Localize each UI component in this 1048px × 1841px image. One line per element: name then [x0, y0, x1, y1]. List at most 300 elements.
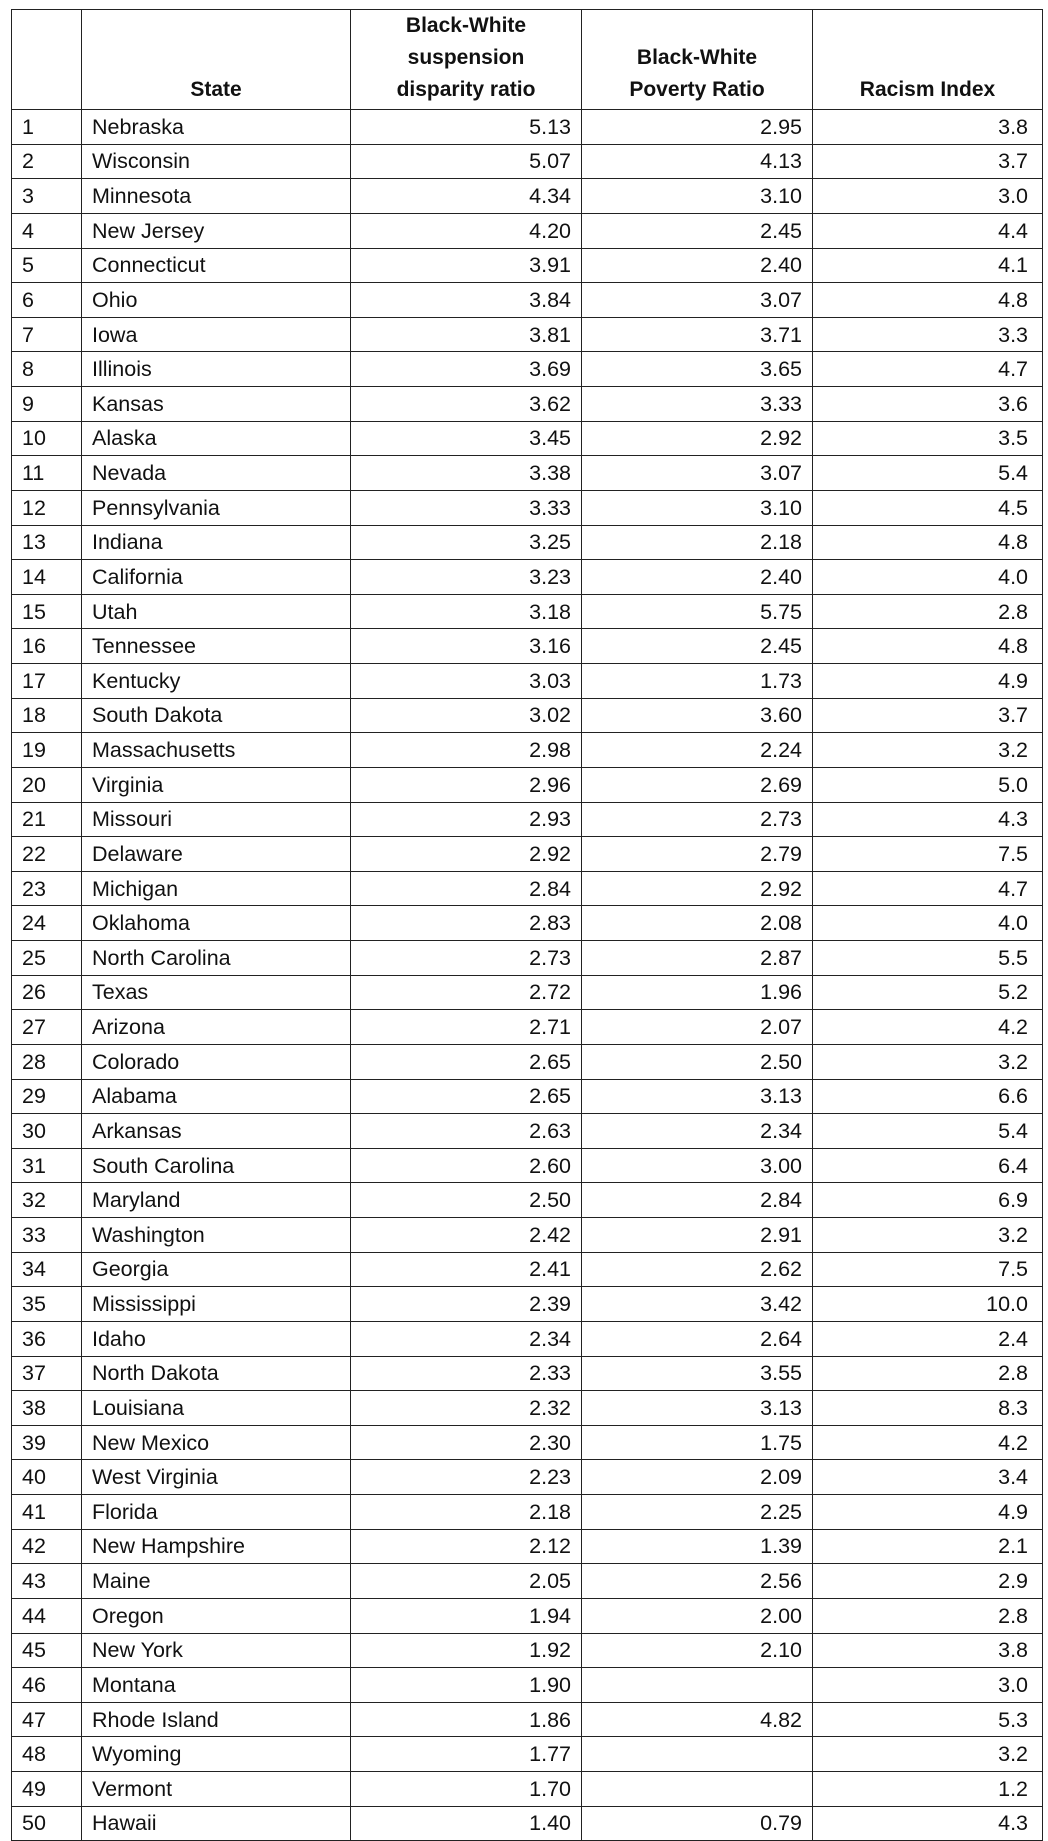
state-cell: North Carolina — [82, 941, 351, 976]
state-cell: Delaware — [82, 837, 351, 872]
racism-index-cell: 4.0 — [813, 560, 1043, 595]
table-row — [12, 1806, 1043, 1841]
state-cell: Georgia — [82, 1252, 351, 1287]
state-cell: Florida — [82, 1495, 351, 1530]
rank-cell: 35 — [12, 1287, 82, 1322]
state-cell: Virginia — [82, 767, 351, 802]
state-cell: Minnesota — [82, 179, 351, 214]
racism-index-cell: 8.3 — [813, 1391, 1043, 1426]
table-row — [12, 1460, 1043, 1495]
poverty-ratio-cell: 4.82 — [582, 1702, 813, 1737]
state-cell: Maine — [82, 1564, 351, 1599]
racism-index-cell: 4.1 — [813, 248, 1043, 283]
table-row — [12, 560, 1043, 595]
poverty-ratio-cell: 1.96 — [582, 975, 813, 1010]
racism-index-cell: 6.9 — [813, 1183, 1043, 1218]
poverty-ratio-cell: 2.24 — [582, 733, 813, 768]
poverty-ratio-cell: 3.65 — [582, 352, 813, 387]
poverty-ratio-cell: 1.75 — [582, 1425, 813, 1460]
rank-cell: 41 — [12, 1495, 82, 1530]
state-cell: Arkansas — [82, 1114, 351, 1149]
racism-index-cell: 3.2 — [813, 1737, 1043, 1772]
racism-index-cell: 1.2 — [813, 1772, 1043, 1807]
table-row — [12, 594, 1043, 629]
poverty-ratio-cell: 3.07 — [582, 456, 813, 491]
poverty-ratio-cell: 2.10 — [582, 1633, 813, 1668]
header-row — [12, 10, 1043, 110]
suspension-ratio-cell: 2.72 — [351, 975, 582, 1010]
rank-cell: 9 — [12, 387, 82, 422]
suspension-ratio-cell: 2.05 — [351, 1564, 582, 1599]
table-row — [12, 456, 1043, 491]
racism-index-cell: 2.4 — [813, 1321, 1043, 1356]
table-body — [12, 110, 1043, 1841]
state-cell: Rhode Island — [82, 1702, 351, 1737]
suspension-ratio-cell: 2.83 — [351, 906, 582, 941]
rank-cell: 34 — [12, 1252, 82, 1287]
racism-index-cell: 4.2 — [813, 1010, 1043, 1045]
table-row — [12, 1356, 1043, 1391]
suspension-ratio-cell: 1.40 — [351, 1806, 582, 1841]
suspension-ratio-cell: 2.32 — [351, 1391, 582, 1426]
table-row — [12, 629, 1043, 664]
table-row — [12, 1564, 1043, 1599]
table-row — [12, 1529, 1043, 1564]
poverty-ratio-cell: 1.73 — [582, 664, 813, 699]
rank-cell: 33 — [12, 1218, 82, 1253]
rank-cell: 37 — [12, 1356, 82, 1391]
table-row — [12, 1010, 1043, 1045]
suspension-ratio-cell: 2.23 — [351, 1460, 582, 1495]
rank-cell: 19 — [12, 733, 82, 768]
state-cell: Colorado — [82, 1044, 351, 1079]
racism-index-cell: 2.8 — [813, 1598, 1043, 1633]
suspension-ratio-cell: 2.65 — [351, 1044, 582, 1079]
table-row — [12, 1114, 1043, 1149]
racism-index-cell: 3.7 — [813, 698, 1043, 733]
state-cell: Louisiana — [82, 1391, 351, 1426]
rank-cell: 43 — [12, 1564, 82, 1599]
state-cell: Mississippi — [82, 1287, 351, 1322]
rank-cell: 21 — [12, 802, 82, 837]
suspension-ratio-cell: 3.84 — [351, 283, 582, 318]
table-row — [12, 1148, 1043, 1183]
state-cell: Oregon — [82, 1598, 351, 1633]
racism-index-cell: 3.8 — [813, 1633, 1043, 1668]
suspension-ratio-cell: 3.62 — [351, 387, 582, 422]
rank-cell: 12 — [12, 490, 82, 525]
poverty-ratio-cell: 3.10 — [582, 490, 813, 525]
rank-cell: 1 — [12, 110, 82, 145]
header-suspension-ratio: Black-White suspension disparity ratio — [351, 10, 582, 110]
state-cell: Texas — [82, 975, 351, 1010]
poverty-ratio-cell: 3.55 — [582, 1356, 813, 1391]
poverty-ratio-cell: 2.56 — [582, 1564, 813, 1599]
suspension-ratio-cell: 3.25 — [351, 525, 582, 560]
poverty-ratio-cell: 3.71 — [582, 317, 813, 352]
rank-cell: 36 — [12, 1321, 82, 1356]
racism-index-cell: 4.9 — [813, 1495, 1043, 1530]
rank-cell: 30 — [12, 1114, 82, 1149]
table-row — [12, 248, 1043, 283]
poverty-ratio-cell: 2.25 — [582, 1495, 813, 1530]
state-cell: Kansas — [82, 387, 351, 422]
suspension-ratio-cell: 1.86 — [351, 1702, 582, 1737]
racism-index-cell: 4.7 — [813, 871, 1043, 906]
header-state: State — [82, 10, 351, 110]
poverty-ratio-cell: 2.50 — [582, 1044, 813, 1079]
racism-index-cell: 4.3 — [813, 1806, 1043, 1841]
suspension-ratio-cell: 1.90 — [351, 1668, 582, 1703]
table-row — [12, 421, 1043, 456]
state-cell: North Dakota — [82, 1356, 351, 1391]
table-row — [12, 1183, 1043, 1218]
suspension-ratio-cell: 2.42 — [351, 1218, 582, 1253]
racism-index-cell: 2.1 — [813, 1529, 1043, 1564]
state-cell: Washington — [82, 1218, 351, 1253]
racism-index-cell: 3.2 — [813, 1044, 1043, 1079]
rank-cell: 18 — [12, 698, 82, 733]
suspension-ratio-cell: 3.69 — [351, 352, 582, 387]
rank-cell: 24 — [12, 906, 82, 941]
table-row — [12, 698, 1043, 733]
state-cell: South Carolina — [82, 1148, 351, 1183]
state-cell: Maryland — [82, 1183, 351, 1218]
poverty-ratio-cell: 3.13 — [582, 1391, 813, 1426]
racism-index-cell: 5.5 — [813, 941, 1043, 976]
racism-index-cell: 3.0 — [813, 179, 1043, 214]
rank-cell: 15 — [12, 594, 82, 629]
table-row — [12, 1633, 1043, 1668]
suspension-ratio-cell: 1.92 — [351, 1633, 582, 1668]
rank-cell: 27 — [12, 1010, 82, 1045]
rank-cell: 10 — [12, 421, 82, 456]
poverty-ratio-cell: 2.08 — [582, 906, 813, 941]
table-row — [12, 1321, 1043, 1356]
suspension-ratio-cell: 2.65 — [351, 1079, 582, 1114]
poverty-ratio-cell: 2.18 — [582, 525, 813, 560]
state-cell: New York — [82, 1633, 351, 1668]
state-cell: Arizona — [82, 1010, 351, 1045]
poverty-ratio-cell: 2.34 — [582, 1114, 813, 1149]
suspension-ratio-cell: 3.38 — [351, 456, 582, 491]
rank-cell: 45 — [12, 1633, 82, 1668]
racism-index-cell: 4.8 — [813, 283, 1043, 318]
racism-index-cell: 2.8 — [813, 594, 1043, 629]
suspension-ratio-cell: 2.92 — [351, 837, 582, 872]
rank-cell: 44 — [12, 1598, 82, 1633]
state-cell: Alabama — [82, 1079, 351, 1114]
racism-index-cell: 4.8 — [813, 629, 1043, 664]
suspension-ratio-cell: 2.96 — [351, 767, 582, 802]
poverty-ratio-cell: 3.10 — [582, 179, 813, 214]
suspension-ratio-cell: 3.03 — [351, 664, 582, 699]
state-cell: Montana — [82, 1668, 351, 1703]
racism-index-cell: 3.6 — [813, 387, 1043, 422]
rank-cell: 42 — [12, 1529, 82, 1564]
table-row — [12, 1425, 1043, 1460]
table-row — [12, 525, 1043, 560]
table-row — [12, 387, 1043, 422]
suspension-ratio-cell: 2.30 — [351, 1425, 582, 1460]
table-row — [12, 110, 1043, 145]
table-row — [12, 179, 1043, 214]
suspension-ratio-cell: 2.98 — [351, 733, 582, 768]
state-cell: Connecticut — [82, 248, 351, 283]
rank-cell: 17 — [12, 664, 82, 699]
poverty-ratio-cell: 2.92 — [582, 871, 813, 906]
header-poverty-ratio: Black-White Poverty Ratio — [582, 10, 813, 110]
suspension-ratio-cell: 3.91 — [351, 248, 582, 283]
table-row — [12, 144, 1043, 179]
table-row — [12, 837, 1043, 872]
poverty-ratio-cell: 2.95 — [582, 110, 813, 145]
poverty-ratio-cell: 1.39 — [582, 1529, 813, 1564]
state-cell: Idaho — [82, 1321, 351, 1356]
table-row — [12, 975, 1043, 1010]
suspension-ratio-cell: 3.45 — [351, 421, 582, 456]
state-cell: Ohio — [82, 283, 351, 318]
racism-index-cell: 7.5 — [813, 1252, 1043, 1287]
racism-index-cell: 3.0 — [813, 1668, 1043, 1703]
poverty-ratio-cell: 3.07 — [582, 283, 813, 318]
table-row — [12, 1391, 1043, 1426]
poverty-ratio-cell — [582, 1668, 813, 1703]
table-row — [12, 1252, 1043, 1287]
state-ratios-table — [11, 9, 1043, 1841]
header-rank — [12, 10, 82, 110]
rank-cell: 47 — [12, 1702, 82, 1737]
poverty-ratio-cell: 2.64 — [582, 1321, 813, 1356]
state-cell: Indiana — [82, 525, 351, 560]
table-row — [12, 1702, 1043, 1737]
suspension-ratio-cell: 5.13 — [351, 110, 582, 145]
state-cell: Alaska — [82, 421, 351, 456]
racism-index-cell: 4.7 — [813, 352, 1043, 387]
racism-index-cell: 4.3 — [813, 802, 1043, 837]
rank-cell: 14 — [12, 560, 82, 595]
rank-cell: 8 — [12, 352, 82, 387]
racism-index-cell: 3.7 — [813, 144, 1043, 179]
state-cell: California — [82, 560, 351, 595]
poverty-ratio-cell: 2.00 — [582, 1598, 813, 1633]
state-cell: Nebraska — [82, 110, 351, 145]
table-row — [12, 1598, 1043, 1633]
racism-index-cell: 3.2 — [813, 1218, 1043, 1253]
poverty-ratio-cell — [582, 1737, 813, 1772]
racism-index-cell: 5.2 — [813, 975, 1043, 1010]
suspension-ratio-cell: 2.63 — [351, 1114, 582, 1149]
suspension-ratio-cell: 2.18 — [351, 1495, 582, 1530]
suspension-ratio-cell: 3.02 — [351, 698, 582, 733]
poverty-ratio-cell: 2.79 — [582, 837, 813, 872]
suspension-ratio-cell: 1.77 — [351, 1737, 582, 1772]
state-cell: Wyoming — [82, 1737, 351, 1772]
table-row — [12, 352, 1043, 387]
table-row — [12, 1218, 1043, 1253]
table-row — [12, 213, 1043, 248]
poverty-ratio-cell — [582, 1772, 813, 1807]
suspension-ratio-cell: 4.20 — [351, 213, 582, 248]
racism-index-cell: 4.2 — [813, 1425, 1043, 1460]
suspension-ratio-cell: 2.71 — [351, 1010, 582, 1045]
rank-cell: 16 — [12, 629, 82, 664]
table-row — [12, 283, 1043, 318]
state-cell: Wisconsin — [82, 144, 351, 179]
rank-cell: 39 — [12, 1425, 82, 1460]
suspension-ratio-cell: 1.94 — [351, 1598, 582, 1633]
table-row — [12, 1737, 1043, 1772]
state-cell: Hawaii — [82, 1806, 351, 1841]
state-cell: Tennessee — [82, 629, 351, 664]
suspension-ratio-cell: 3.33 — [351, 490, 582, 525]
table-row — [12, 1044, 1043, 1079]
rank-cell: 26 — [12, 975, 82, 1010]
suspension-ratio-cell: 2.39 — [351, 1287, 582, 1322]
poverty-ratio-cell: 3.33 — [582, 387, 813, 422]
poverty-ratio-cell: 2.84 — [582, 1183, 813, 1218]
racism-index-cell: 3.2 — [813, 733, 1043, 768]
poverty-ratio-cell: 2.92 — [582, 421, 813, 456]
poverty-ratio-cell: 2.40 — [582, 560, 813, 595]
poverty-ratio-cell: 2.91 — [582, 1218, 813, 1253]
racism-index-cell: 2.9 — [813, 1564, 1043, 1599]
poverty-ratio-cell: 2.62 — [582, 1252, 813, 1287]
table-row — [12, 733, 1043, 768]
poverty-ratio-cell: 2.40 — [582, 248, 813, 283]
suspension-ratio-cell: 2.50 — [351, 1183, 582, 1218]
state-cell: Michigan — [82, 871, 351, 906]
racism-index-cell: 3.5 — [813, 421, 1043, 456]
suspension-ratio-cell: 2.41 — [351, 1252, 582, 1287]
poverty-ratio-cell: 2.69 — [582, 767, 813, 802]
table-row — [12, 490, 1043, 525]
rank-cell: 25 — [12, 941, 82, 976]
state-cell: Massachusetts — [82, 733, 351, 768]
rank-cell: 31 — [12, 1148, 82, 1183]
header-racism-index: Racism Index — [813, 10, 1043, 110]
state-cell: Pennsylvania — [82, 490, 351, 525]
racism-index-cell: 3.8 — [813, 110, 1043, 145]
table-row — [12, 941, 1043, 976]
rank-cell: 38 — [12, 1391, 82, 1426]
state-cell: Missouri — [82, 802, 351, 837]
poverty-ratio-cell: 3.42 — [582, 1287, 813, 1322]
racism-index-cell: 4.9 — [813, 664, 1043, 699]
racism-index-cell: 2.8 — [813, 1356, 1043, 1391]
suspension-ratio-cell: 2.34 — [351, 1321, 582, 1356]
suspension-ratio-cell: 2.33 — [351, 1356, 582, 1391]
state-cell: Oklahoma — [82, 906, 351, 941]
poverty-ratio-cell: 4.13 — [582, 144, 813, 179]
poverty-ratio-cell: 2.45 — [582, 213, 813, 248]
rank-cell: 4 — [12, 213, 82, 248]
table-row — [12, 1287, 1043, 1322]
rank-cell: 32 — [12, 1183, 82, 1218]
rank-cell: 5 — [12, 248, 82, 283]
table-row — [12, 1495, 1043, 1530]
racism-index-cell: 4.8 — [813, 525, 1043, 560]
rank-cell: 13 — [12, 525, 82, 560]
racism-index-cell: 3.3 — [813, 317, 1043, 352]
poverty-ratio-cell: 2.09 — [582, 1460, 813, 1495]
racism-index-cell: 5.3 — [813, 1702, 1043, 1737]
state-cell: Nevada — [82, 456, 351, 491]
poverty-ratio-cell: 2.73 — [582, 802, 813, 837]
suspension-ratio-cell: 2.73 — [351, 941, 582, 976]
rank-cell: 2 — [12, 144, 82, 179]
table-row — [12, 1079, 1043, 1114]
racism-index-cell: 7.5 — [813, 837, 1043, 872]
state-cell: Utah — [82, 594, 351, 629]
suspension-ratio-cell: 2.12 — [351, 1529, 582, 1564]
rank-cell: 23 — [12, 871, 82, 906]
rank-cell: 40 — [12, 1460, 82, 1495]
racism-index-cell: 4.0 — [813, 906, 1043, 941]
rank-cell: 6 — [12, 283, 82, 318]
state-cell: New Jersey — [82, 213, 351, 248]
suspension-ratio-cell: 3.23 — [351, 560, 582, 595]
poverty-ratio-cell: 3.13 — [582, 1079, 813, 1114]
suspension-ratio-cell: 2.84 — [351, 871, 582, 906]
table-row — [12, 871, 1043, 906]
state-cell: Vermont — [82, 1772, 351, 1807]
state-cell: Illinois — [82, 352, 351, 387]
poverty-ratio-cell: 2.87 — [582, 941, 813, 976]
suspension-ratio-cell: 2.60 — [351, 1148, 582, 1183]
table-row — [12, 317, 1043, 352]
poverty-ratio-cell: 3.00 — [582, 1148, 813, 1183]
state-cell: Iowa — [82, 317, 351, 352]
table-row — [12, 1772, 1043, 1807]
rank-cell: 29 — [12, 1079, 82, 1114]
rank-cell: 48 — [12, 1737, 82, 1772]
suspension-ratio-cell: 3.16 — [351, 629, 582, 664]
table-row — [12, 767, 1043, 802]
poverty-ratio-cell: 2.07 — [582, 1010, 813, 1045]
rank-cell: 46 — [12, 1668, 82, 1703]
racism-index-cell: 6.6 — [813, 1079, 1043, 1114]
poverty-ratio-cell: 5.75 — [582, 594, 813, 629]
rank-cell: 28 — [12, 1044, 82, 1079]
state-cell: West Virginia — [82, 1460, 351, 1495]
suspension-ratio-cell: 1.70 — [351, 1772, 582, 1807]
rank-cell: 11 — [12, 456, 82, 491]
state-cell: Kentucky — [82, 664, 351, 699]
rank-cell: 20 — [12, 767, 82, 802]
rank-cell: 3 — [12, 179, 82, 214]
racism-index-cell: 4.5 — [813, 490, 1043, 525]
table-row — [12, 906, 1043, 941]
racism-index-cell: 5.4 — [813, 1114, 1043, 1149]
suspension-ratio-cell: 3.81 — [351, 317, 582, 352]
state-cell: New Mexico — [82, 1425, 351, 1460]
racism-index-cell: 4.4 — [813, 213, 1043, 248]
rank-cell: 22 — [12, 837, 82, 872]
suspension-ratio-cell: 3.18 — [351, 594, 582, 629]
state-cell: South Dakota — [82, 698, 351, 733]
poverty-ratio-cell: 3.60 — [582, 698, 813, 733]
table-row — [12, 802, 1043, 837]
table-row — [12, 1668, 1043, 1703]
suspension-ratio-cell: 5.07 — [351, 144, 582, 179]
racism-index-cell: 5.0 — [813, 767, 1043, 802]
poverty-ratio-cell: 2.45 — [582, 629, 813, 664]
rank-cell: 7 — [12, 317, 82, 352]
state-cell: New Hampshire — [82, 1529, 351, 1564]
suspension-ratio-cell: 2.93 — [351, 802, 582, 837]
rank-cell: 50 — [12, 1806, 82, 1841]
